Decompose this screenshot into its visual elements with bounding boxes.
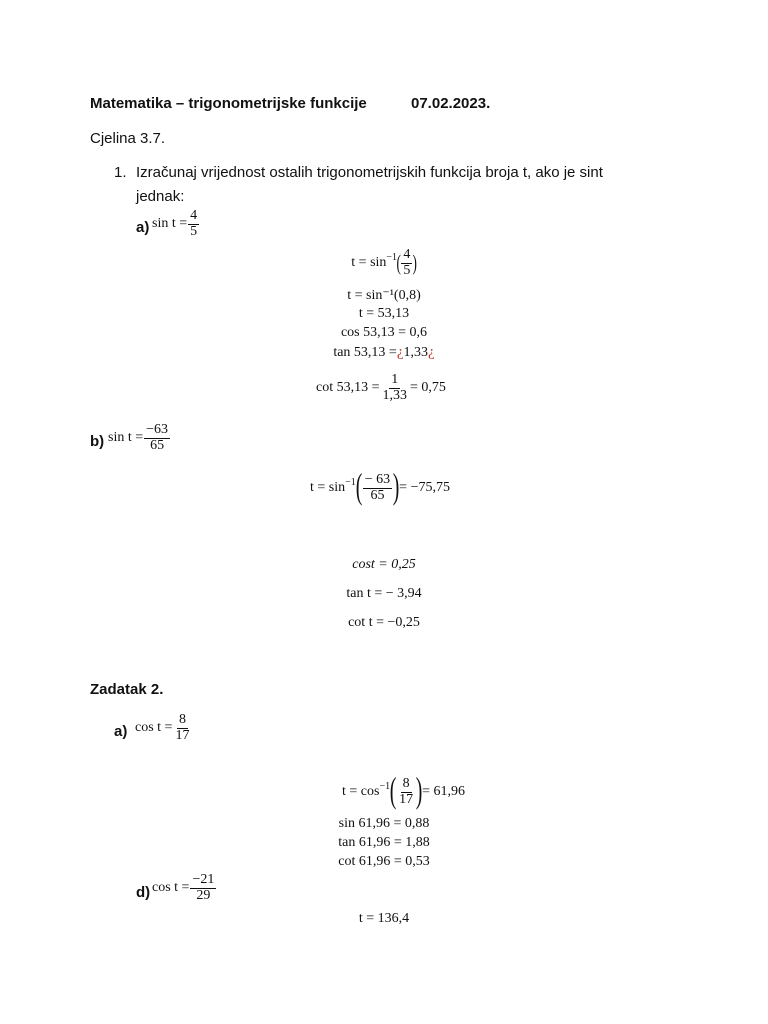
task2-a-step1	[342, 770, 465, 810]
left-paren: (	[355, 466, 363, 506]
task2-a-given	[135, 713, 192, 743]
fraction	[381, 373, 410, 403]
task1-part-b-label: b)	[90, 433, 105, 450]
task2-a-sin: sin 61,96 = 0,88	[338, 816, 430, 831]
task2-a-cot: cot 61,96 = 0,53	[338, 854, 430, 869]
equation-lhs: t = sin	[310, 480, 346, 495]
task1-text-line2: jednak:	[136, 188, 185, 205]
fraction-denominator: 5	[403, 262, 411, 278]
equation-rhs: = 0,75	[410, 380, 446, 396]
fraction-numerator: 1	[391, 372, 399, 387]
equation-text: cost = 0,25	[352, 557, 416, 572]
fraction-numerator: 4	[403, 247, 411, 262]
fraction-denominator: 29	[196, 887, 211, 903]
task1-a-step2: t = sin⁻¹(0,8)	[347, 288, 421, 303]
document-title: Matematika – trigonometrijske funkcije	[90, 95, 367, 112]
fraction-denominator: 65	[150, 437, 165, 453]
fraction-numerator: − 63	[364, 471, 391, 487]
task1-a-step1	[0, 248, 768, 278]
fraction-numerator: 8	[402, 775, 410, 791]
right-paren: )	[415, 770, 423, 810]
given-lhs: cos t =	[152, 880, 190, 896]
fraction	[173, 713, 191, 743]
task1-a-step5	[0, 344, 768, 361]
task1-b-step1	[310, 466, 450, 506]
task2-d-given	[152, 873, 217, 903]
right-paren: )	[392, 466, 400, 506]
inverse-exponent: −1	[379, 780, 391, 792]
right-paren: )	[412, 250, 418, 276]
task1-a-step3: t = 53,13	[358, 306, 410, 321]
task2-title: Zadatak 2.	[90, 681, 164, 698]
task1-a-given	[152, 209, 200, 239]
fraction-numerator: 4	[190, 208, 198, 223]
task1-a-step6	[316, 373, 446, 403]
equation-lhs: tan 53,13 =	[333, 344, 397, 360]
fraction-denominator: 1,33	[382, 387, 407, 403]
given-lhs: sin t =	[152, 216, 188, 232]
task1-part-a-label: a)	[136, 219, 150, 236]
task1-b-given	[108, 423, 171, 453]
equation-lhs: t = cos	[342, 784, 380, 799]
inverse-exponent: −1	[386, 251, 398, 263]
fraction	[397, 777, 415, 807]
equation-rhs: = −75,75	[399, 480, 450, 495]
fraction-numerator: −21	[192, 872, 215, 887]
fraction	[401, 248, 412, 278]
task1-b-cot: cot t = −0,25	[348, 615, 420, 630]
fraction	[363, 473, 392, 503]
left-paren: (	[389, 770, 397, 810]
given-lhs: cos t =	[135, 720, 173, 736]
fraction-denominator: 17	[175, 727, 190, 743]
task2-part-a-label: a)	[114, 723, 128, 740]
fraction	[190, 873, 216, 903]
fraction-numerator: −63	[146, 422, 169, 437]
task1-number: 1.	[114, 164, 127, 181]
fraction	[144, 423, 170, 453]
document-date: 07.02.2023.	[411, 95, 491, 112]
task2-part-d-label: d)	[136, 884, 151, 901]
equation-value: 1,33	[403, 344, 428, 360]
task1-a-step4: cos 53,13 = 0,6	[340, 325, 428, 340]
fraction	[188, 209, 199, 239]
fraction-numerator: 8	[178, 712, 186, 727]
equation-rhs: = 61,96	[422, 784, 465, 799]
task1-b-cos	[0, 557, 768, 573]
section-heading: Cjelina 3.7.	[90, 130, 166, 147]
render-error-glyph: ¿	[428, 344, 435, 360]
given-lhs: sin t =	[108, 430, 144, 446]
task1-text-line1: Izračunaj vrijednost ostalih trigonometrijskih funkcija broja t, ako je sint	[136, 164, 603, 181]
fraction-denominator: 65	[370, 487, 385, 503]
task1-b-tan: tan t = − 3,94	[346, 586, 422, 601]
inverse-exponent: −1	[345, 476, 356, 488]
fraction-denominator: 17	[399, 791, 414, 807]
equation-lhs: cot 53,13 =	[316, 380, 380, 396]
task2-a-tan: tan 61,96 = 1,88	[338, 835, 430, 850]
equation-lhs: t = sin	[351, 255, 387, 271]
fraction-denominator: 5	[190, 223, 198, 239]
task2-d-step1: t = 136,4	[358, 911, 410, 926]
left-paren: (	[396, 250, 401, 276]
render-error-glyph: ¿	[396, 344, 404, 360]
